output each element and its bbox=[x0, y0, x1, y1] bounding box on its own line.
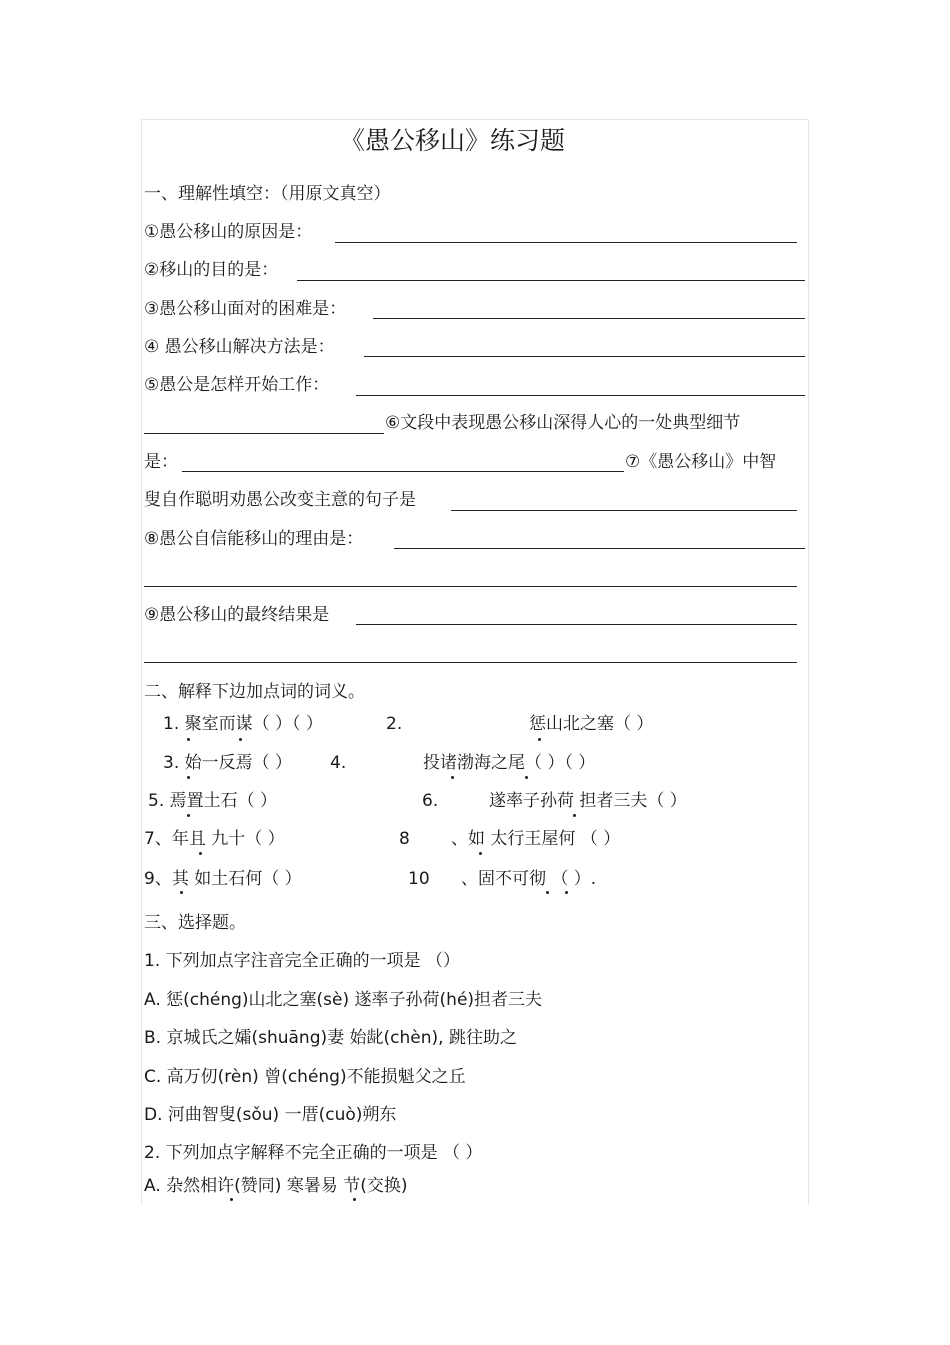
answer-line-8[interactable] bbox=[394, 548, 805, 549]
section2-heading: 二、解释下边加点词的词义。 bbox=[144, 682, 365, 702]
question-5: ⑤愚公是怎样开始工作： bbox=[144, 375, 330, 395]
answer-line-9b[interactable] bbox=[144, 662, 797, 663]
vocab-item-7: 7、年且 九十（ ） bbox=[144, 829, 285, 849]
question-7-cont: 叟自作聪明劝愚公改变主意的句子是 bbox=[144, 490, 416, 510]
emphasis-dot bbox=[538, 738, 541, 741]
emphasis-dot bbox=[187, 776, 190, 779]
emphasis-dot bbox=[353, 1198, 356, 1201]
vocab-item-9: 9、其 如土石何（ ） bbox=[144, 869, 302, 889]
answer-line-2[interactable] bbox=[297, 280, 805, 281]
page-title: 《愚公移山》练习题 bbox=[340, 126, 566, 155]
answer-line-9[interactable] bbox=[356, 624, 797, 625]
question-7: ⑦《愚公移山》中智 bbox=[625, 452, 777, 472]
vocab-num-2: 2. bbox=[386, 714, 403, 734]
vocab-item-5: 5. 焉置土石（ ） bbox=[148, 791, 278, 811]
emphasis-dot bbox=[230, 1198, 233, 1201]
emphasis-dot bbox=[239, 738, 242, 741]
answer-line-5-cont[interactable] bbox=[144, 433, 384, 434]
question-3: ③愚公移山面对的困难是： bbox=[144, 299, 347, 319]
question-6-label: 是： bbox=[144, 452, 178, 472]
emphasis-dot bbox=[546, 891, 549, 894]
choice-question-2: 2. 下列加点字解释不完全正确的一项是 （ ） bbox=[144, 1143, 483, 1163]
choice-1-option-c: C. 高万仞(rèn) 曾(chéng)不能损魁父之丘 bbox=[144, 1067, 466, 1087]
answer-line-6[interactable] bbox=[182, 471, 624, 472]
answer-line-5[interactable] bbox=[356, 395, 805, 396]
answer-line-4[interactable] bbox=[364, 356, 805, 357]
section3-heading: 三、选择题。 bbox=[144, 913, 246, 933]
vocab-item-8: 、如 太行王屋何 （ ） bbox=[451, 829, 621, 849]
choice-1-option-b: B. 京城氏之孀(shuāng)妻 始龀(chèn), 跳往助之 bbox=[144, 1028, 517, 1048]
section1-heading: 一、理解性填空：（用原文真空） bbox=[144, 184, 391, 204]
vocab-item-6: 遂率子孙荷 担者三夫（ ） bbox=[489, 791, 687, 811]
vocab-num-4: 4. bbox=[330, 753, 347, 773]
emphasis-dot bbox=[479, 852, 482, 855]
emphasis-dot bbox=[525, 776, 528, 779]
emphasis-dot bbox=[451, 776, 454, 779]
question-4: ④ 愚公移山解决方法是： bbox=[144, 337, 335, 357]
emphasis-dot bbox=[565, 891, 568, 894]
question-6: ⑥文段中表现愚公移山深得人心的一处典型细节 bbox=[385, 413, 741, 433]
emphasis-dot bbox=[573, 814, 576, 817]
vocab-item-4: 投诸渤海之尾（ ）（ ） bbox=[423, 753, 596, 773]
emphasis-dot bbox=[199, 852, 202, 855]
vocab-num-6: 6. bbox=[422, 791, 439, 811]
answer-line-3[interactable] bbox=[373, 318, 805, 319]
choice-1-option-a: A. 惩(chéng)山北之塞(sè) 遂率子孙荷(hé)担者三夫 bbox=[144, 990, 543, 1010]
vocab-item-2: 惩山北之塞（ ） bbox=[529, 714, 654, 734]
vocab-num-10: 10 bbox=[408, 869, 430, 889]
answer-line-8b[interactable] bbox=[144, 586, 797, 587]
emphasis-dot bbox=[187, 738, 190, 741]
question-2: ②移山的目的是： bbox=[144, 260, 279, 280]
question-1: ①愚公移山的原因是： bbox=[144, 222, 313, 242]
choice-question-1: 1. 下列加点字注音完全正确的一项是 （） bbox=[144, 951, 461, 971]
vocab-num-8: 8 bbox=[399, 829, 410, 849]
vocab-item-10: 、固不可彻 （ ）. bbox=[461, 869, 597, 889]
emphasis-dot bbox=[180, 891, 183, 894]
question-9: ⑨愚公移山的最终结果是 bbox=[144, 605, 330, 625]
choice-2-option-a: A. 杂然相许(赞同) 寒暑易 节(交换) bbox=[144, 1176, 408, 1196]
answer-line-1[interactable] bbox=[335, 242, 797, 243]
emphasis-dot bbox=[187, 814, 190, 817]
answer-line-7[interactable] bbox=[451, 510, 797, 511]
question-8: ⑧愚公自信能移山的理由是： bbox=[144, 529, 364, 549]
choice-1-option-d: D. 河曲智叟(sǒu) 一厝(cuò)朔东 bbox=[144, 1105, 397, 1125]
vocab-item-1: 1. 聚室而谋（ ）（ ） bbox=[163, 714, 323, 734]
vocab-item-3: 3. 始一反焉（ ） bbox=[163, 753, 293, 773]
